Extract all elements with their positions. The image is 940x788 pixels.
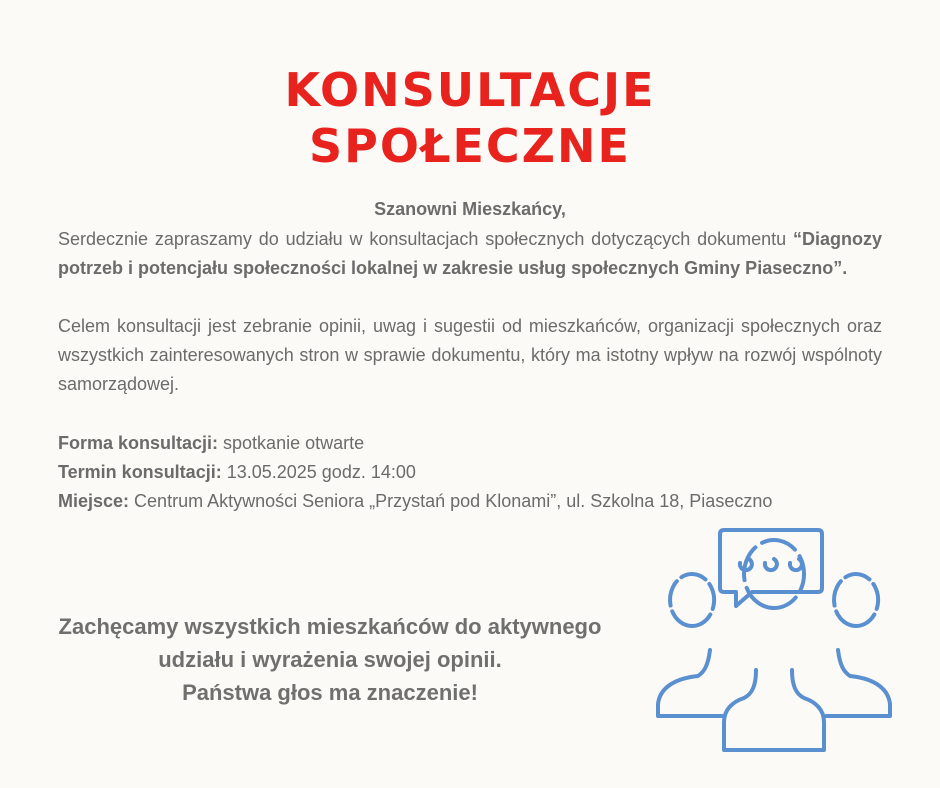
detail-form <box>58 429 898 458</box>
greeting: Szanowni Mieszkańcy, <box>374 199 566 219</box>
detail-form-value: spotkanie otwarte <box>218 433 365 453</box>
purpose-paragraph: Celem konsultacji jest zebranie opinii, uwag i sugestii od mieszkańców, organizacji społecznych oraz wszystkich zainteresowanych stron w sprawie dokumentu, który ma istotny wpływ na rozwój wspólnoty samorządowej. <box>58 316 882 394</box>
intro-paragraph <box>58 225 882 283</box>
right-person-icon <box>826 574 890 716</box>
detail-place-value: Centrum Aktywności Seniora „Przystań pod Klonami”, ul. Szkolna 18, Piaseczno <box>129 491 773 511</box>
document-name: “Diagnozy potrzeb i potencjału społeczności lokalnej w zakresie usług społecznych Gminy Piaseczno”. <box>58 229 882 278</box>
closing-line-3: Państwa głos ma znaczenie! <box>182 680 478 705</box>
title-line-2: SPOŁECZNE <box>309 119 631 173</box>
closing-line-2: udziału i wyrażenia swojej opinii. <box>158 647 502 672</box>
detail-form-label: Forma konsultacji: <box>58 433 219 453</box>
consultation-details <box>58 429 898 516</box>
closing-line-1: Zachęcamy wszystkich mieszkańców do aktywnego <box>58 614 602 639</box>
detail-date <box>58 458 898 487</box>
closing-message <box>20 610 640 709</box>
left-person-icon <box>658 574 722 716</box>
people-group-icon <box>652 526 900 758</box>
intro-lead: Serdecznie zapraszamy do udziału w konsultacjach społecznych dotyczących dokumentu <box>58 229 793 249</box>
detail-date-value: 13.05.2025 godz. 14:00 <box>221 462 416 482</box>
page-title <box>0 62 940 174</box>
title-line-1: KONSULTACJE <box>284 63 656 117</box>
detail-place <box>58 487 898 516</box>
detail-place-label: Miejsce: <box>58 491 130 511</box>
detail-date-label: Termin konsultacji: <box>58 462 222 482</box>
